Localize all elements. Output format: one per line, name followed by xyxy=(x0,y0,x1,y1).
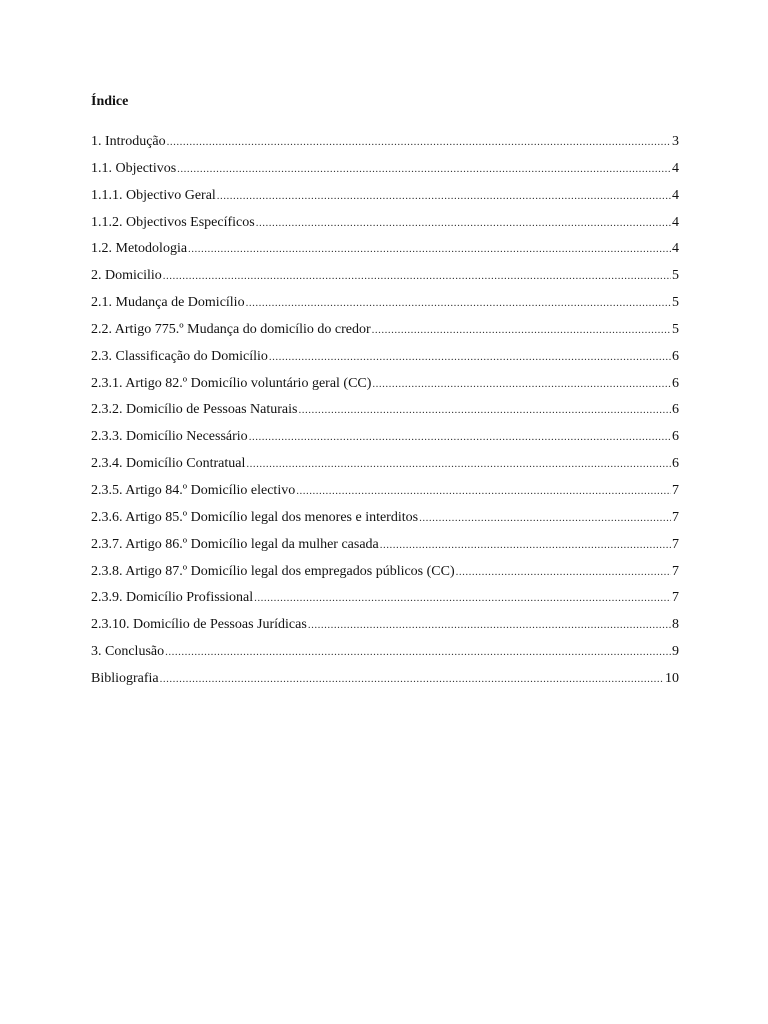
toc-dot-leader xyxy=(188,239,671,259)
toc-entry-page-number: 6 xyxy=(672,348,679,364)
toc-entry-page-number: 7 xyxy=(672,482,679,498)
toc-entry-page-number: 6 xyxy=(672,456,679,472)
toc-entry[interactable] xyxy=(91,293,679,320)
toc-entry-label: 2.1. Mudança de Domicílio xyxy=(91,295,245,311)
toc-entry-page-number: 6 xyxy=(672,402,679,418)
toc-dot-leader xyxy=(372,320,671,340)
toc-list xyxy=(91,132,679,696)
toc-entry[interactable] xyxy=(91,535,679,562)
toc-entry-page-number: 7 xyxy=(672,536,679,552)
toc-entry-label: 2.3.4. Domicílio Contratual xyxy=(91,456,246,472)
toc-dot-leader xyxy=(256,213,671,233)
toc-entry[interactable] xyxy=(91,213,679,240)
toc-entry-label: 2.3.7. Artigo 86.º Domicílio legal da mulher casada xyxy=(91,536,379,552)
toc-entry-page-number: 7 xyxy=(672,590,679,606)
toc-dot-leader xyxy=(217,186,671,206)
toc-entry-label: 1. Introdução xyxy=(91,134,166,149)
toc-title: Índice xyxy=(91,94,129,109)
toc-entry-page-number: 3 xyxy=(672,134,679,149)
toc-entry-page-number: 9 xyxy=(672,644,679,660)
toc-entry-page-number: 4 xyxy=(672,214,679,230)
toc-dot-leader xyxy=(298,400,671,420)
toc-entry-page-number: 6 xyxy=(672,375,679,391)
toc-dot-leader xyxy=(246,454,671,474)
toc-dot-leader xyxy=(456,562,671,582)
toc-entry-label: 1.2. Metodologia xyxy=(91,241,188,257)
toc-entry[interactable] xyxy=(91,239,679,266)
toc-dot-leader xyxy=(163,266,671,286)
toc-entry[interactable] xyxy=(91,400,679,427)
toc-entry[interactable] xyxy=(91,186,679,213)
toc-dot-leader xyxy=(246,293,671,313)
toc-entry[interactable] xyxy=(91,132,679,159)
toc-entry-page-number: 4 xyxy=(672,187,679,203)
toc-entry-label: 1.1.2. Objectivos Específicos xyxy=(91,214,255,230)
toc-entry[interactable] xyxy=(91,347,679,374)
toc-entry[interactable] xyxy=(91,588,679,615)
toc-entry-label: 2.3.6. Artigo 85.º Domicílio legal dos menores e interditos xyxy=(91,509,419,525)
toc-dot-leader xyxy=(165,642,671,662)
toc-entry-label: 2.3.1. Artigo 82.º Domicílio voluntário geral (CC) xyxy=(91,375,372,391)
toc-entry[interactable] xyxy=(91,374,679,401)
toc-entry-page-number: 5 xyxy=(672,295,679,311)
toc-entry[interactable] xyxy=(91,481,679,508)
toc-entry-page-number: 4 xyxy=(672,160,679,176)
toc-entry-page-number: 5 xyxy=(672,268,679,284)
toc-entry-label: 3. Conclusão xyxy=(91,644,165,660)
toc-entry-label: Bibliografia xyxy=(91,670,159,686)
toc-entry[interactable] xyxy=(91,454,679,481)
toc-entry[interactable] xyxy=(91,642,679,669)
toc-entry-label: 1.1.1. Objectivo Geral xyxy=(91,187,216,203)
toc-entry[interactable] xyxy=(91,320,679,347)
toc-entry[interactable] xyxy=(91,159,679,186)
toc-entry-label: 2.3. Classificação do Domicílio xyxy=(91,348,268,364)
toc-dot-leader xyxy=(372,374,671,394)
toc-dot-leader xyxy=(419,508,671,528)
toc-entry-label: 2.3.5. Artigo 84.º Domicílio electivo xyxy=(91,482,296,498)
toc-entry-label: 1.1. Objectivos xyxy=(91,160,177,176)
toc-entry-label: 2.3.9. Domicílio Profissional xyxy=(91,590,254,606)
toc-entry-label: 2.3.8. Artigo 87.º Domicílio legal dos empregados públicos (CC) xyxy=(91,563,455,579)
toc-entry-page-number: 10 xyxy=(665,670,679,686)
toc-entry-page-number: 6 xyxy=(672,429,679,445)
toc-entry-label: 2.3.10. Domicílio de Pessoas Jurídicas xyxy=(91,617,307,633)
toc-dot-leader xyxy=(177,159,671,179)
toc-entry-page-number: 4 xyxy=(672,241,679,257)
toc-entry-label: 2.2. Artigo 775.º Mudança do domicílio do credor xyxy=(91,321,371,337)
toc-entry[interactable] xyxy=(91,427,679,454)
toc-entry-label: 2.3.3. Domicílio Necessário xyxy=(91,429,248,445)
toc-entry[interactable] xyxy=(91,615,679,642)
toc-dot-leader xyxy=(308,615,671,635)
toc-dot-leader xyxy=(296,481,671,501)
toc-dot-leader xyxy=(254,588,671,608)
toc-dot-leader xyxy=(167,132,671,152)
toc-dot-leader xyxy=(380,535,671,555)
toc-entry-page-number: 8 xyxy=(672,617,679,633)
toc-dot-leader xyxy=(160,669,664,689)
toc-dot-leader xyxy=(269,347,671,367)
toc-dot-leader xyxy=(249,427,671,447)
toc-entry-page-number: 5 xyxy=(672,321,679,337)
toc-entry-page-number: 7 xyxy=(672,509,679,525)
toc-entry[interactable] xyxy=(91,669,679,696)
toc-entry-page-number: 7 xyxy=(672,563,679,579)
toc-entry[interactable] xyxy=(91,508,679,535)
toc-entry-label: 2. Domicilio xyxy=(91,268,162,284)
toc-entry[interactable] xyxy=(91,266,679,293)
toc-entry-label: 2.3.2. Domicílio de Pessoas Naturais xyxy=(91,402,298,418)
toc-entry[interactable] xyxy=(91,562,679,589)
